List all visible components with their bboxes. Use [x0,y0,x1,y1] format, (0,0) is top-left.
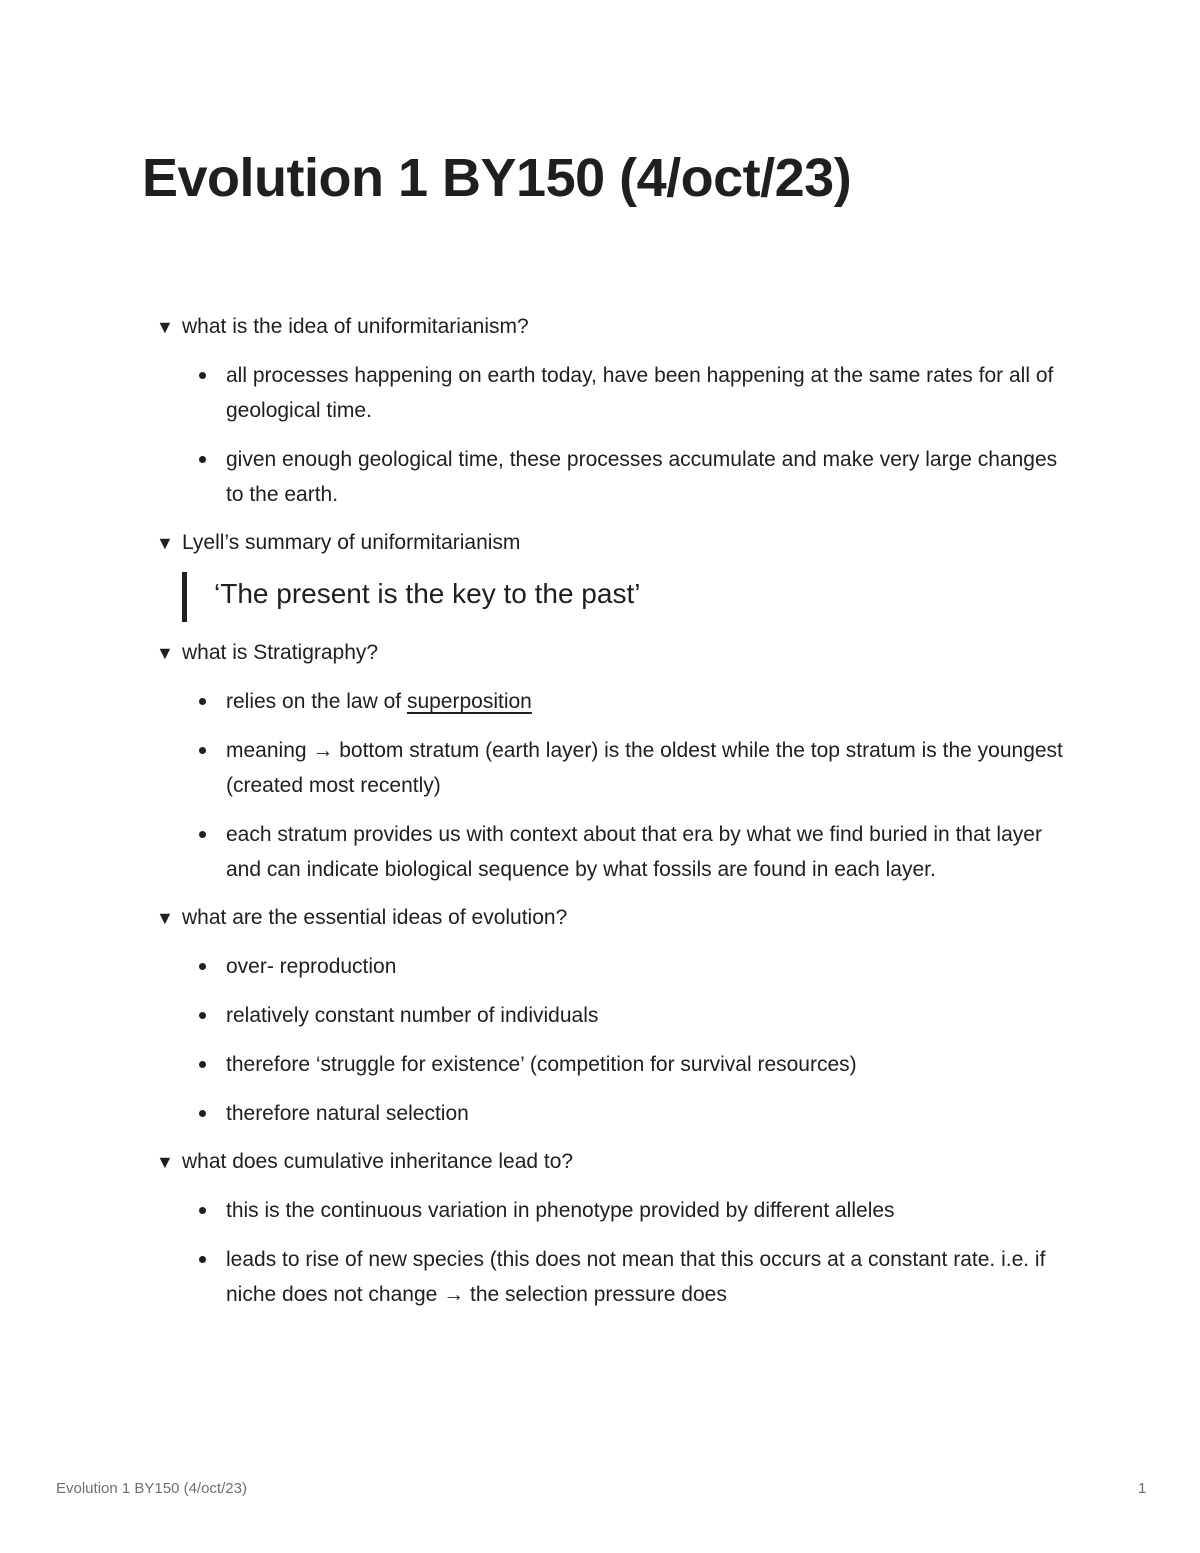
triangle-down-icon[interactable]: ▼ [156,908,174,928]
list-item-text: therefore natural selection [226,1102,469,1125]
list-item-text: over- reproduction [226,955,397,978]
footer-page-number: 1 [1138,1480,1147,1497]
bullet-dot-icon [199,456,206,463]
toggle-question: Lyell’s summary of uniformitarianism [182,531,521,554]
list-item-text: this is the continuous variation in phenotype provided by different alleles [226,1199,895,1222]
list-item [196,1096,1066,1131]
triangle-down-icon[interactable]: ▼ [156,533,174,553]
page-title: Evolution 1 BY150 (4/oct/23) [142,148,852,208]
list-item-text: given enough geological time, these processes accumulate and make very large changes to the earth. [226,448,1058,506]
list-item-text: relies on the law of [226,690,407,713]
footer-title: Evolution 1 BY150 (4/oct/23) [56,1480,247,1497]
underlined-term: superposition [406,690,532,713]
bullet-dot-icon [199,831,206,838]
toggle-header[interactable] [156,901,1076,935]
list-item-text: meaning → bottom stratum (earth layer) is the oldest while the top stratum is the youngest (created most recently) [226,739,1063,797]
list-item [196,1047,1066,1082]
toggle-essential-ideas [156,901,1076,1131]
toggle-question: what are the essential ideas of evolution? [182,906,568,929]
list-item [196,949,1066,984]
bullet-dot-icon [199,1207,206,1214]
bullet-dot-icon [199,1012,206,1019]
toggle-uniformitarianism [156,310,1076,512]
list-item [196,442,1066,512]
list-item-text: each stratum provides us with context about that era by what we find buried in that layer and can indicate biological sequence by what fossils are found in each layer. [226,823,1042,881]
toggle-header[interactable] [156,636,1076,670]
bullet-dot-icon [199,698,206,705]
list-item [196,998,1066,1033]
list-item [196,1193,1066,1228]
quote-bar [182,572,187,622]
list-item-text: all processes happening on earth today, have been happening at the same rates for all of geological time. [226,364,1054,422]
quote-text: ‘The present is the key to the past’ [214,578,641,609]
list-item [196,733,1066,803]
triangle-down-icon[interactable]: ▼ [156,1152,174,1172]
bullet-dot-icon [199,963,206,970]
toggle-children [156,684,1076,887]
toggle-question: what is the idea of uniformitarianism? [182,315,529,338]
toggle-header[interactable] [156,1145,1076,1179]
toggle-children [156,358,1076,512]
toggle-question: what is Stratigraphy? [182,641,379,664]
triangle-down-icon[interactable]: ▼ [156,317,174,337]
toggle-question: what does cumulative inheritance lead to? [182,1150,574,1173]
list-item [196,1242,1066,1312]
bullet-dot-icon [199,372,206,379]
toggle-header[interactable] [156,310,1076,344]
list-item-text: relatively constant number of individuals [226,1004,599,1027]
triangle-down-icon[interactable]: ▼ [156,643,174,663]
list-item-text: leads to rise of new species (this does not mean that this occurs at a constant rate. i.e. if niche does not change → the selection pressure does [226,1248,1046,1306]
document-content [156,310,1076,1326]
list-item [196,817,1066,887]
toggle-cumulative-inheritance [156,1145,1076,1312]
bullet-dot-icon [199,1110,206,1117]
bullet-dot-icon [199,747,206,754]
bullet-dot-icon [199,1256,206,1263]
list-item-text: therefore ‘struggle for existence’ (competition for survival resources) [226,1053,857,1076]
quote-block [182,572,1076,622]
toggle-children [156,949,1076,1131]
list-item [196,358,1066,428]
toggle-lyell-summary [156,526,1076,622]
list-item [196,684,1066,719]
toggle-header[interactable] [156,526,1076,560]
toggle-children [156,1193,1076,1312]
bullet-dot-icon [199,1061,206,1068]
toggle-stratigraphy [156,636,1076,887]
